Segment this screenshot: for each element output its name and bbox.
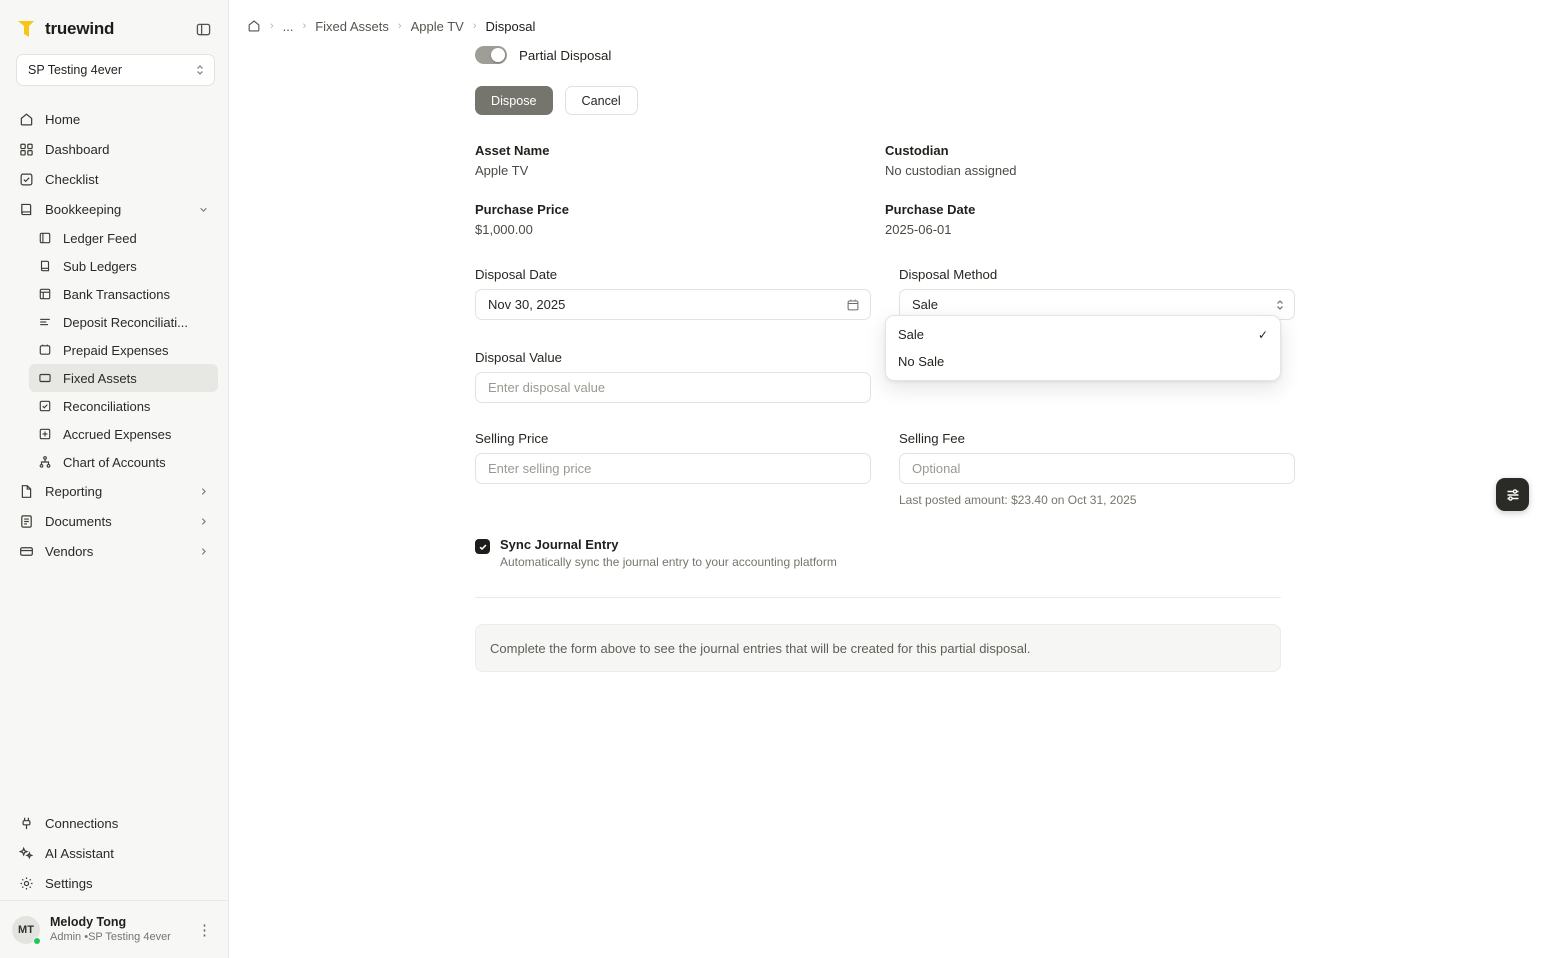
partial-disposal-row <box>475 46 1285 64</box>
book-icon <box>18 201 35 218</box>
disposal-method-field <box>899 267 1295 320</box>
sidebar-item-reporting[interactable] <box>10 476 218 506</box>
sync-journal-entry-checkbox[interactable] <box>475 539 490 554</box>
accrued-icon <box>37 426 53 442</box>
sidebar-item-label: Bookkeeping <box>45 201 122 217</box>
sidebar-item-accrued-expenses[interactable] <box>29 420 218 448</box>
breadcrumb-separator: › <box>302 20 307 32</box>
breadcrumb-item-fixed-assets[interactable]: Fixed Assets <box>315 18 389 34</box>
breadcrumb-separator: › <box>472 20 477 32</box>
user-role: Admin •SP Testing 4ever <box>50 931 171 944</box>
sidebar-item-label: Dashboard <box>45 141 110 157</box>
chart-of-accounts-icon <box>37 454 53 470</box>
reporting-icon <box>18 483 35 500</box>
breadcrumb-item-apple-tv[interactable]: Apple TV <box>410 18 464 34</box>
selling-fee-input[interactable]: Optional <box>899 453 1295 484</box>
asset-name-block <box>475 143 885 178</box>
disposal-value-label: Disposal Value <box>475 350 562 365</box>
sidebar-item-bookkeeping[interactable] <box>10 194 218 224</box>
selling-fee-helper-text: Last posted amount: $23.40 on Oct 31, 2025 <box>899 493 1137 507</box>
sidebar-item-fixed-assets[interactable] <box>29 364 218 392</box>
sidebar-item-label: AI Assistant <box>45 845 114 861</box>
dashboard-icon <box>18 141 35 158</box>
sidebar-item-chart-of-accounts[interactable] <box>29 448 218 476</box>
purchase-price-label: Purchase Price <box>475 202 569 217</box>
journal-entries-notice <box>475 624 1281 672</box>
selling-price-input[interactable]: Enter selling price <box>475 453 871 484</box>
disposal-date-label: Disposal Date <box>475 267 558 282</box>
sidebar-item-label: Fixed Assets <box>63 370 137 386</box>
partial-disposal-toggle[interactable] <box>475 46 507 64</box>
chevron-right-icon <box>197 515 210 528</box>
sidebar-item-label: Reporting <box>45 483 103 499</box>
calendar-icon[interactable] <box>846 298 860 312</box>
sidebar-item-label: Chart of Accounts <box>63 454 166 470</box>
avatar-initials: MT <box>18 923 34 936</box>
ledger-icon <box>37 230 53 246</box>
sync-journal-entry-text <box>500 537 837 569</box>
asset-summary <box>475 143 1285 237</box>
asset-name-label: Asset Name <box>475 143 550 158</box>
disposal-date-input[interactable] <box>475 289 871 320</box>
sidebar-item-deposit-reconciliation[interactable] <box>29 308 218 336</box>
user-info <box>50 915 171 945</box>
sidebar-item-label: Connections <box>45 815 119 831</box>
check-icon: ✓ <box>1257 327 1268 342</box>
disposal-date-field <box>475 267 885 320</box>
deposit-icon <box>37 314 53 330</box>
fixed-assets-icon <box>37 370 53 386</box>
sidebar-item-label: Reconciliations <box>63 398 151 414</box>
disposal-fields-row-3 <box>475 431 1285 507</box>
checklist-icon <box>18 171 35 188</box>
purchase-date-value: 2025-06-01 <box>885 222 952 237</box>
disposal-method-label: Disposal Method <box>899 267 998 282</box>
purchase-date-label: Purchase Date <box>885 202 976 217</box>
custodian-label: Custodian <box>885 143 949 158</box>
breadcrumb-item-disposal: Disposal <box>485 18 536 34</box>
dropdown-option-label: Sale <box>898 327 925 342</box>
prepaid-icon <box>37 342 53 358</box>
sidebar-item-bank-transactions[interactable] <box>29 280 218 308</box>
disposal-date-value: Nov 30, 2025 <box>488 297 566 312</box>
sidebar-item-label: Home <box>45 111 81 127</box>
breadcrumb <box>229 0 1541 38</box>
sidebar-item-prepaid-expenses[interactable] <box>29 336 218 364</box>
brand-name: truewind <box>45 19 115 38</box>
sidebar-header <box>0 0 228 50</box>
gear-icon <box>18 875 35 892</box>
sidebar-item-label: Checklist <box>45 171 99 187</box>
sidebar-item-checklist[interactable] <box>10 164 218 194</box>
selling-price-field <box>475 431 885 507</box>
sidebar-item-connections[interactable] <box>10 808 218 838</box>
dropdown-option-no-sale[interactable] <box>886 348 1280 375</box>
sidebar-nav <box>0 100 228 566</box>
documents-icon <box>18 513 35 530</box>
chevron-right-icon <box>197 485 210 498</box>
disposal-method-dropdown[interactable] <box>885 315 1281 381</box>
reconciliations-icon <box>37 398 53 414</box>
toggle-knob <box>491 48 505 62</box>
sidebar-item-label: Prepaid Expenses <box>63 342 169 358</box>
sidebar-item-label: Accrued Expenses <box>63 426 172 442</box>
selling-fee-label: Selling Fee <box>899 431 965 446</box>
sidebar-item-ai-assistant[interactable] <box>10 838 218 868</box>
assistant-fab-button[interactable] <box>1496 478 1529 511</box>
asset-name-value: Apple TV <box>475 163 529 178</box>
disposal-value-field <box>475 350 885 403</box>
sub-ledgers-icon <box>37 258 53 274</box>
sync-journal-entry-description: Automatically sync the journal entry to your accounting platform <box>500 555 837 569</box>
truewind-logo-icon <box>16 18 36 40</box>
section-divider <box>475 597 1281 598</box>
sidebar-item-settings[interactable] <box>10 868 218 898</box>
sidebar-item-vendors[interactable] <box>10 536 218 566</box>
dispose-button[interactable]: Dispose <box>475 86 553 115</box>
sidebar-item-ledger-feed[interactable] <box>29 224 218 252</box>
user-name: Melody Tong <box>50 914 127 929</box>
disposal-value-input[interactable]: Enter disposal value <box>475 372 871 403</box>
sidebar-item-label: Ledger Feed <box>63 230 137 246</box>
cancel-button[interactable]: Cancel <box>565 86 638 115</box>
sync-journal-entry-title: Sync Journal Entry <box>500 537 619 552</box>
bank-icon <box>37 286 53 302</box>
sidebar-item-sub-ledgers[interactable] <box>29 252 218 280</box>
breadcrumb-ellipsis[interactable]: ... <box>282 18 294 34</box>
workspace-name: SP Testing 4ever <box>28 63 123 77</box>
sidebar-item-label: Documents <box>45 513 112 529</box>
main-content <box>229 0 1541 958</box>
custodian-value: No custodian assigned <box>885 163 1017 178</box>
home-icon <box>18 111 35 128</box>
sidebar-item-label: Vendors <box>45 543 94 559</box>
breadcrumb-home-icon[interactable] <box>247 19 261 33</box>
avatar <box>12 916 40 944</box>
breadcrumb-separator: › <box>270 20 274 32</box>
user-menu-kebab-icon[interactable]: ⋮ <box>197 921 212 939</box>
dropdown-option-label: No Sale <box>898 354 945 369</box>
ai-assistant-icon <box>18 845 35 862</box>
connections-icon <box>18 815 35 832</box>
purchase-date-block <box>885 202 1285 237</box>
disposal-fields-row-1 <box>475 267 1285 320</box>
workspace-selector[interactable] <box>16 54 215 86</box>
sidebar-item-documents[interactable] <box>10 506 218 536</box>
purchase-price-value: $1,000.00 <box>475 222 533 237</box>
sidebar-item-dashboard[interactable] <box>10 134 218 164</box>
sidebar-item-label: Settings <box>45 875 93 891</box>
selling-price-label: Selling Price <box>475 431 549 446</box>
sidebar-item-reconciliations[interactable] <box>29 392 218 420</box>
selling-fee-field <box>899 431 1295 507</box>
purchase-price-block <box>475 202 885 237</box>
sidebar <box>0 0 229 958</box>
disposal-method-value: Sale <box>912 297 939 312</box>
brand <box>16 18 114 40</box>
user-account-bar[interactable] <box>0 900 228 958</box>
sync-journal-entry-row <box>475 537 1285 569</box>
toggle-sidebar-icon[interactable] <box>192 18 214 40</box>
chevron-updown-icon <box>195 63 205 77</box>
sidebar-item-label: Sub Ledgers <box>63 258 137 274</box>
dropdown-option-sale[interactable] <box>886 321 1280 348</box>
action-buttons <box>475 86 1285 115</box>
online-status-dot <box>33 937 41 945</box>
sidebar-bottom-nav <box>0 808 228 898</box>
custodian-block <box>885 143 1285 178</box>
sidebar-item-label: Bank Transactions <box>63 286 170 302</box>
journal-entries-notice-text: Complete the form above to see the journal entries that will be created for this partial disposal. <box>490 640 1031 656</box>
chevron-down-icon <box>197 203 210 216</box>
bookkeeping-subnav <box>10 224 218 476</box>
partial-disposal-label: Partial Disposal <box>519 47 612 63</box>
breadcrumb-separator: › <box>397 20 402 32</box>
sidebar-item-home[interactable] <box>10 104 218 134</box>
vendors-icon <box>18 543 35 560</box>
chevron-updown-icon <box>1275 298 1285 312</box>
chevron-right-icon <box>197 545 210 558</box>
sidebar-item-label: Deposit Reconciliati... <box>63 314 188 330</box>
